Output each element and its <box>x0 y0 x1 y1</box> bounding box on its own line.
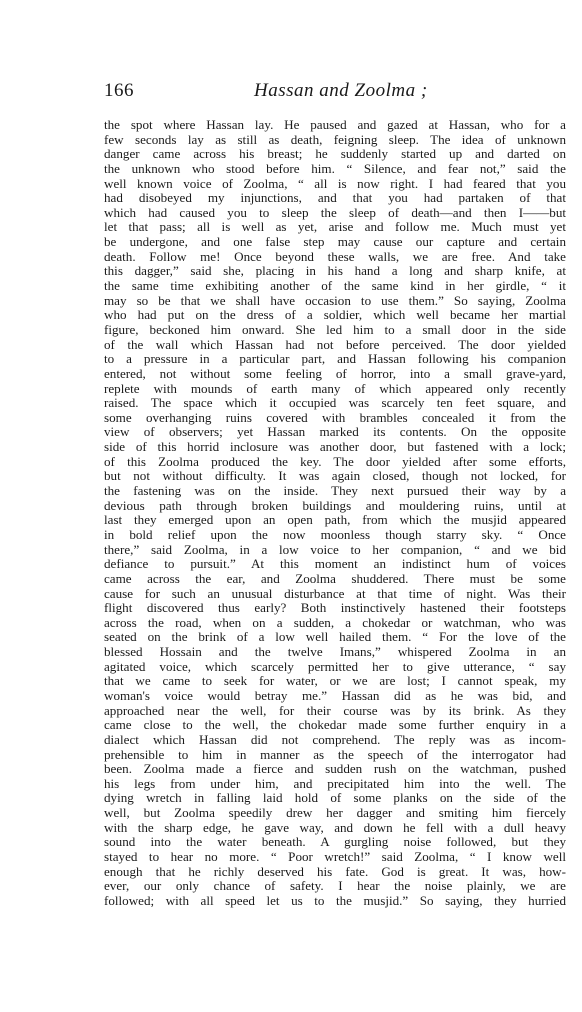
text-line: danger came across his breast; he suddenly started up and darted on <box>104 147 566 162</box>
text-line: ever, our only chance of safety. I hear the noise plainly, we are <box>104 879 566 894</box>
text-line: entered, not without some feeling of horror, into a small grave-yard, <box>104 366 566 381</box>
text-line: across the road, when on a sudden, a chokedar or watchman, who was <box>104 615 566 630</box>
body-text <box>104 118 566 909</box>
text-line: some overhanging ruins covered with brambles concealed it from the <box>104 410 566 425</box>
text-line: dialect which Hassan did not comprehend. The reply was as incom- <box>104 732 566 747</box>
text-line: with the sharp edge, he gave way, and down he fell with a dull heavy <box>104 820 566 835</box>
text-line: to a pressure in a particular part, and Hassan following his companion <box>104 352 566 367</box>
text-line: dying wretch in falling laid hold of some planks on the side of the <box>104 791 566 806</box>
text-line: sound into the water beneath. A gurgling noise followed, but they <box>104 835 566 850</box>
text-line: be undergone, and one false step may cause our capture and certain <box>104 235 566 250</box>
text-line: let that pass; all is well as yet, arise and follow me. Much must yet <box>104 220 566 235</box>
text-line: of the wall which Hassan had not before perceived. The door yielded <box>104 337 566 352</box>
text-line: well known voice of Zoolma, “ all is now right. I had feared that you <box>104 176 566 191</box>
text-line: cause for such an unusual disturbance at that time of night. Was their <box>104 586 566 601</box>
text-line: been. Zoolma made a fierce and sudden rush on the watchman, pushed <box>104 762 566 777</box>
text-line: replete with mounds of earth many of which appeared only recently <box>104 381 566 396</box>
text-line: agitated voice, which scarcely permitted her to give utterance, “ say <box>104 659 566 674</box>
text-line: approached near the well, for their course was by its brink. As they <box>104 703 566 718</box>
text-line: which had caused you to sleep the sleep of death—and then I——but <box>104 205 566 220</box>
text-line: defiance to pursuit.” At this moment an indistinct hum of voices <box>104 557 566 572</box>
text-line: devious path through broken buildings and mouldering ruins, until at <box>104 498 566 513</box>
text-line: woman's voice would betray me.” Hassan did as he was bid, and <box>104 688 566 703</box>
text-line: well, but Zoolma speedily drew her dagger and smiting him fiercely <box>104 806 566 821</box>
text-line: the same time exhibiting another of the same kind in her girdle, “ it <box>104 279 566 294</box>
text-line: came across the ear, and Zoolma shuddered. There must be some <box>104 571 566 586</box>
text-line: who had put on the dress of a soldier, which well became her martial <box>104 308 566 323</box>
text-line: but not without difficulty. It was again closed, though not locked, for <box>104 469 566 484</box>
text-line: side of this horrid inclosure was another door, but fastened with a lock; <box>104 440 566 455</box>
text-line: his legs from under him, and precipitated him into the well. The <box>104 776 566 791</box>
page-number: 166 <box>104 80 134 101</box>
page-header <box>104 80 566 106</box>
text-line: few seconds lay as still as death, feigning sleep. The idea of unknown <box>104 132 566 147</box>
text-line: followed; with all speed let us to the musjid.” So saying, they hurried <box>104 893 566 908</box>
text-line: came close to the well, the chokedar made some further enquiry in a <box>104 718 566 733</box>
text-line: the spot where Hassan lay. He paused and gazed at Hassan, who for a <box>104 118 566 132</box>
text-line: there,” said Zoolma, in a low voice to her companion, “ and we bid <box>104 542 566 557</box>
text-line: of this Zoolma produced the key. The door yielded after some efforts, <box>104 454 566 469</box>
text-line: enough that he richly deserved his fate. God is great. It was, how- <box>104 864 566 879</box>
text-line: seated on the brink of a low well hailed them. “ For the love of the <box>104 630 566 645</box>
text-line: raised. The space which it occupied was scarcely ten feet square, and <box>104 396 566 411</box>
text-line: the unknown who stood before him. “ Silence, and fear not,” said the <box>104 161 566 176</box>
text-line: in bold relief upon the now moonless though starry sky. “ Once <box>104 527 566 542</box>
text-line: death. Follow me! Once beyond these walls, we are free. And take <box>104 249 566 264</box>
text-line: may so be that we shall have occasion to use them.” So saying, Zoolma <box>104 293 566 308</box>
text-line: this dagger,” said she, placing in his hand a long and sharp knife, at <box>104 264 566 279</box>
text-line: prehensible to him in manner as the speech of the interrogator had <box>104 747 566 762</box>
text-line: view of observers; yet Hassan marked its contents. On the opposite <box>104 425 566 440</box>
text-line: last they emerged upon an open path, from which the musjid appeared <box>104 513 566 528</box>
text-line: that we came to seek for water, or we are lost; I cannot speak, my <box>104 674 566 689</box>
text-line: stayed to hear no more. “ Poor wretch!” said Zoolma, “ I know well <box>104 850 566 865</box>
text-line: blessed Hossain and the twelve Imans,” whispered Zoolma in an <box>104 645 566 660</box>
text-line: flight discovered thus early? Both instinctively hastened their footsteps <box>104 601 566 616</box>
text-line: figure, beckoned him onward. She led him to a small door in the side <box>104 322 566 337</box>
text-line: the fastening was on the inside. They next pursued their way by a <box>104 484 566 499</box>
text-line: had disobeyed my injunctions, and that you had partaken of that <box>104 191 566 206</box>
running-title: Hassan and Zoolma ; <box>254 80 428 101</box>
